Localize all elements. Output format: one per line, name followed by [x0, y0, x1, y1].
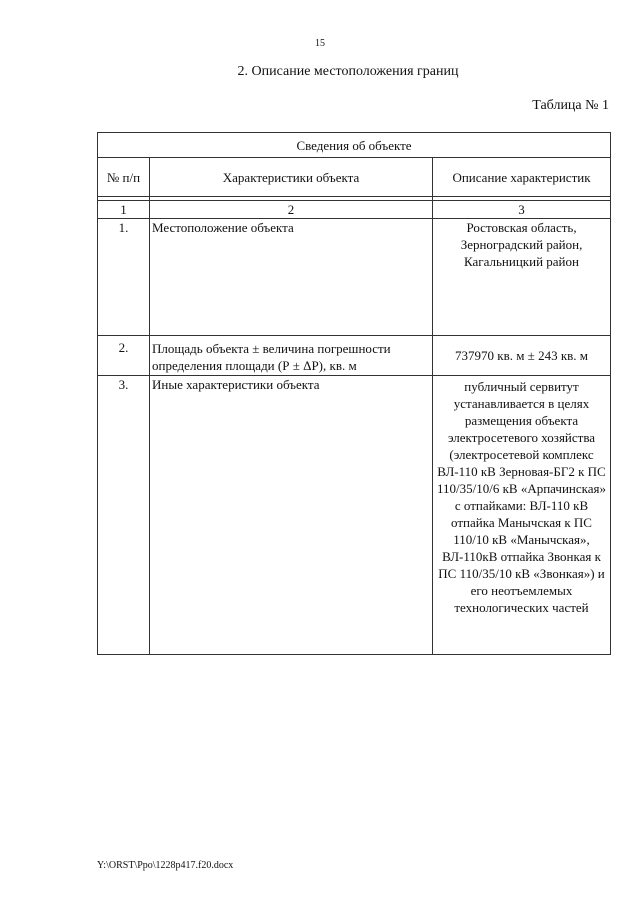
row-3-value: публичный сервитут устанавливается в целях размещения объекта электросетевого хозяйства (электросетевой комплекс ВЛ-110 кВ Зерновая-БГ2 к ПС 110/35/10/6 кВ «Арпачинская» с отпайками: ВЛ-110 кВ отпайка Манычская к ПС 110/10 кВ «Манычская», ВЛ-110кВ отпайка Звонкая к ПС 110/35/10 кВ «Звонкая») и его неотъемлемых технологических частей: [433, 376, 611, 655]
section-title: 2. Описание местоположения границ: [237, 64, 459, 79]
row-2-number: 2.: [98, 336, 150, 376]
table-row: [98, 336, 611, 376]
header-number: № п/п: [98, 158, 150, 197]
row-3-number: 3.: [98, 376, 150, 655]
row-3-name: Иные характеристики объекта: [150, 376, 433, 655]
row-1-number: 1.: [98, 219, 150, 336]
row-2-name: Площадь объекта ± величина погрешности определения площади (Р ± ΔР), кв. м: [150, 336, 433, 376]
column-number-2: 2: [150, 201, 433, 219]
page-number: 15: [315, 38, 325, 49]
column-number-3: 3: [433, 201, 611, 219]
table-row: [98, 219, 611, 336]
table-row: [98, 376, 611, 655]
row-2-value: 737970 кв. м ± 243 кв. м: [433, 336, 611, 376]
row-1-name: Местоположение объекта: [150, 219, 433, 336]
table-label: Таблица № 1: [532, 98, 609, 113]
header-description: Описание характеристик: [433, 158, 611, 197]
table-caption: Сведения об объекте: [98, 133, 611, 158]
footer-file-path: Y:\ORST\Ppo\1228p417.f20.docx: [97, 860, 234, 871]
object-info-table: [97, 132, 611, 655]
column-number-1: 1: [98, 201, 150, 219]
header-characteristics: Характеристики объекта: [150, 158, 433, 197]
row-1-value: Ростовская область, Зерноградский район, Кагальницкий район: [433, 219, 611, 336]
